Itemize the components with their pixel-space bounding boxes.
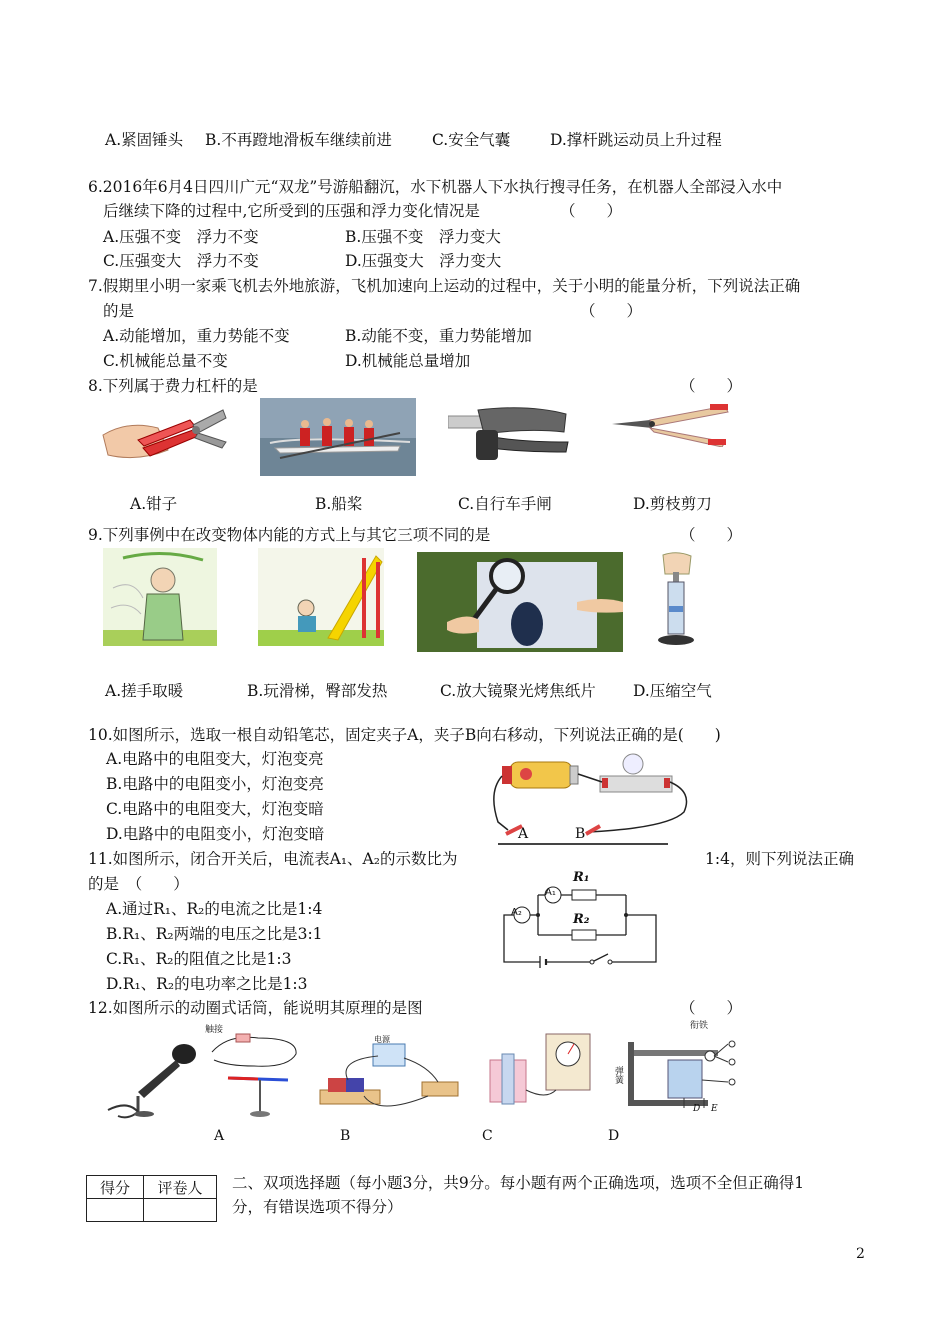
q8-label-b: B.船桨 (315, 495, 363, 513)
figure-a-contact-label: 触接 (205, 1025, 224, 1035)
bicycle-brake-picture (448, 402, 573, 472)
q6-option-d: D.压强变大 浮力变大 (345, 252, 502, 270)
resistor-r2-label: R₂ (573, 912, 590, 927)
section2-heading-line1: 二、双项选择题（每小题3分，共9分。每小题有两个正确选项，选项不全但正确得1 (232, 1174, 805, 1192)
grader-cell (144, 1199, 217, 1222)
figure-d-terminal-d: D (693, 1104, 701, 1114)
q7-option-c: C.机械能总量不变 (103, 352, 228, 370)
q9-stem: 9.下列事例中在改变物体内能的方式上与其它三项不同的是 (88, 526, 491, 544)
q6-option-a: A.压强不变 浮力不变 (103, 228, 259, 246)
q11-option-b: B.R₁、R₂两端的电压之比是3:1 (106, 925, 323, 943)
figure-c-galvanometer-setup (486, 1030, 596, 1110)
q10-option-b: B.电路中的电阻变小，灯泡变亮 (106, 775, 324, 793)
q7-answer-paren: （ ） (580, 302, 643, 320)
figure-d-spring-label: 弹簧 (613, 1066, 623, 1084)
q12-label-b: B (340, 1128, 351, 1144)
score-header: 得分 (87, 1176, 144, 1199)
q5-option-b: B.不再蹬地滑板车继续前进 (205, 131, 392, 149)
score-cell (87, 1199, 144, 1222)
q5-option-a: A.紧固锤头 (105, 131, 184, 149)
pruning-shears-picture (610, 402, 730, 447)
q6-stem-line2: 后继续下降的过程中,它所受到的压强和浮力变化情况是 (103, 202, 480, 220)
q8-answer-paren: （ ） (680, 377, 743, 395)
q9-label-d: D.压缩空气 (633, 682, 712, 700)
q11-stem-ratio: 1:4，则下列说法正确 (705, 850, 854, 868)
q6-stem-line1: 6.2016年6月4日四川广元“双龙”号游船翻沉，水下机器人下水执行搜寻任务，在机器人全部浸入水中 (88, 178, 783, 196)
section2-heading-line2: 分，有错误选项不得分） (232, 1198, 403, 1216)
q11-stem-line2: 的是 （ ） (88, 875, 189, 893)
q8-stem: 8.下列属于费力杠杆的是 (88, 377, 258, 395)
q11-option-c: C.R₁、R₂的阻值之比是1:3 (106, 950, 292, 968)
figure-d-armature-label: 衔铁 (690, 1021, 709, 1031)
q6-answer-paren: （ ） (560, 202, 623, 220)
q12-label-c: C (482, 1128, 493, 1144)
q5-option-c: C.安全气囊 (432, 131, 511, 149)
microphone-picture (98, 1040, 203, 1120)
q11-option-a: A.通过R₁、R₂的电流之比是1:4 (106, 900, 323, 918)
ammeter-a1-label: A₁ (545, 887, 556, 898)
q10-stem: 10.如图所示，选取一根自动铅笔芯，固定夹子A，夹子B向右移动，下列说法正确的是( ) (88, 726, 721, 744)
q11-stem-line1: 11.如图所示，闭合开关后，电流表A₁、A₂的示数比为 (88, 850, 458, 868)
q7-stem-line1: 7.假期里小明一家乘飞机去外地旅游，飞机加速向上运动的过程中，关于小明的能量分析，下列说法正确 (88, 277, 801, 295)
q9-label-b: B.玩滑梯，臀部发热 (247, 682, 388, 700)
q9-label-a: A.搓手取暖 (105, 682, 184, 700)
q9-answer-paren: （ ） (680, 526, 743, 544)
score-table (86, 1175, 217, 1222)
figure-a-wire-needle (208, 1028, 303, 1120)
figure-d-relay-setup (624, 1030, 746, 1112)
q10-option-a: A.电路中的电阻变大，灯泡变亮 (106, 750, 324, 768)
slide-picture (258, 548, 384, 646)
q12-label-a: A (214, 1128, 225, 1144)
q7-stem-line2: 的是 (103, 302, 135, 320)
q12-label-d: D (608, 1128, 620, 1144)
air-compression-picture (655, 550, 700, 648)
q7-option-d: D.机械能总量增加 (345, 352, 471, 370)
grader-header: 评卷人 (144, 1176, 217, 1199)
magnifier-paper-picture (417, 552, 623, 652)
q8-label-d: D.剪枝剪刀 (633, 495, 712, 513)
figure-b-motor-setup (318, 1036, 463, 1116)
clip-a-label: A (518, 826, 529, 842)
rubbing-hands-picture (103, 548, 217, 646)
resistor-r1-label: R₁ (573, 870, 590, 885)
q8-label-a: A.钳子 (130, 495, 178, 513)
q10-option-d: D.电路中的电阻变小，灯泡变暗 (106, 825, 325, 843)
q7-option-a: A.动能增加，重力势能不变 (103, 327, 290, 345)
rowing-boat-picture (260, 398, 416, 476)
q9-label-c: C.放大镜聚光烤焦纸片 (440, 682, 596, 700)
q12-answer-paren: （ ） (680, 999, 743, 1017)
q7-option-b: B.动能不变，重力势能增加 (345, 327, 532, 345)
pliers-picture (98, 400, 238, 475)
q10-option-c: C.电路中的电阻变大，灯泡变暗 (106, 800, 324, 818)
figure-d-terminal-e: E (711, 1104, 718, 1114)
q6-option-b: B.压强不变 浮力变大 (345, 228, 501, 246)
q5-option-d: D.撑杆跳运动员上升过程 (550, 131, 722, 149)
page-number: 2 (856, 1246, 865, 1262)
figure-b-power-label: 电源 (374, 1035, 390, 1044)
clip-b-label: B (575, 826, 586, 842)
ammeter-a2-label: A₂ (511, 907, 522, 918)
q11-option-d: D.R₁、R₂的电功率之比是1:3 (106, 975, 308, 993)
q8-label-c: C.自行车手闸 (458, 495, 552, 513)
q6-option-c: C.压强变大 浮力不变 (103, 252, 259, 270)
q12-stem: 12.如图所示的动圈式话筒，能说明其原理的是图 (88, 999, 423, 1017)
